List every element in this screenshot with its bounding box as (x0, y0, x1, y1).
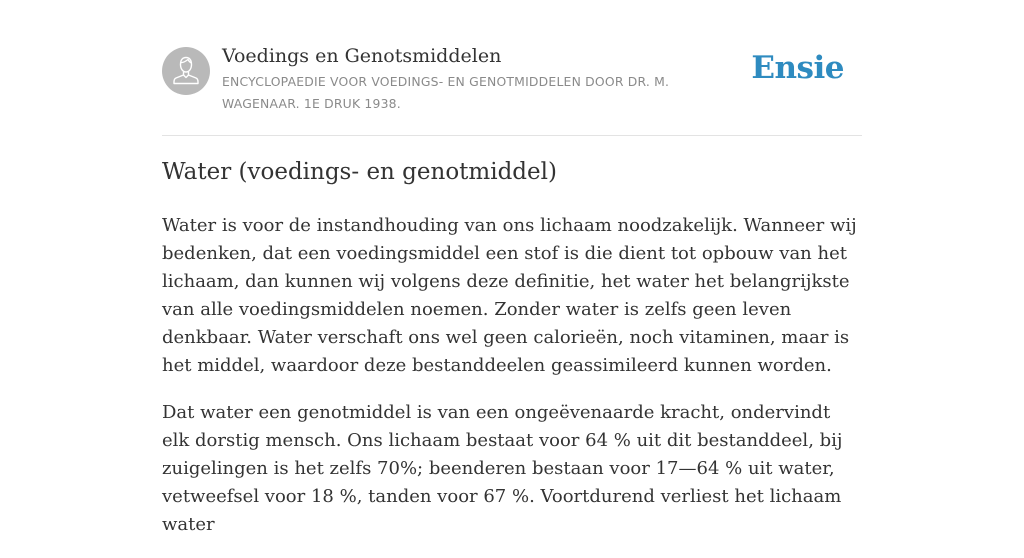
source-header (162, 44, 862, 134)
article-paragraph: Dat water een genotmiddel is van een ongeëvenaarde kracht, ondervindt elk dorstig mensch. Ons lichaam bestaat voor 64 % uit dit bestanddeel, bij zuigelingen is het zelfs 70%; beenderen bestaan voor 17—64 % uit water, vetweefsel voor 18 %, tanden voor 67 %. Voortdurend verliest het lichaam water (162, 402, 843, 535)
source-title[interactable]: Voedings en Genotsmiddelen (222, 45, 502, 67)
source-avatar[interactable] (162, 47, 210, 95)
user-silhouette-icon (162, 47, 210, 95)
source-description: ENCYCLOPAEDIE VOOR VOEDINGS- EN GENOTMIDDELEN DOOR DR. M. WAGENAAR. 1E DRUK 1938. (222, 74, 670, 111)
header-divider (162, 135, 862, 136)
ensie-logo-link[interactable]: Ensie (751, 50, 844, 86)
article-title: Water (voedings- en genotmiddel) (162, 159, 557, 185)
article-body (162, 212, 862, 558)
article-paragraph: Water is voor de instandhouding van ons lichaam noodzakelijk. Wanneer wij bedenken, dat een voedingsmiddel een stof is die dient tot opbouw van het lichaam, dan kunnen wij volgens deze definitie, het water het belangrijkste van alle voedingsmiddelen noemen. Zonder water is zelfs geen leven denkbaar. Water verschaft ons wel geen calorieën, noch vitaminen, maar is het middel, waardoor deze bestanddeelen geassimileerd kunnen worden. (162, 215, 857, 376)
